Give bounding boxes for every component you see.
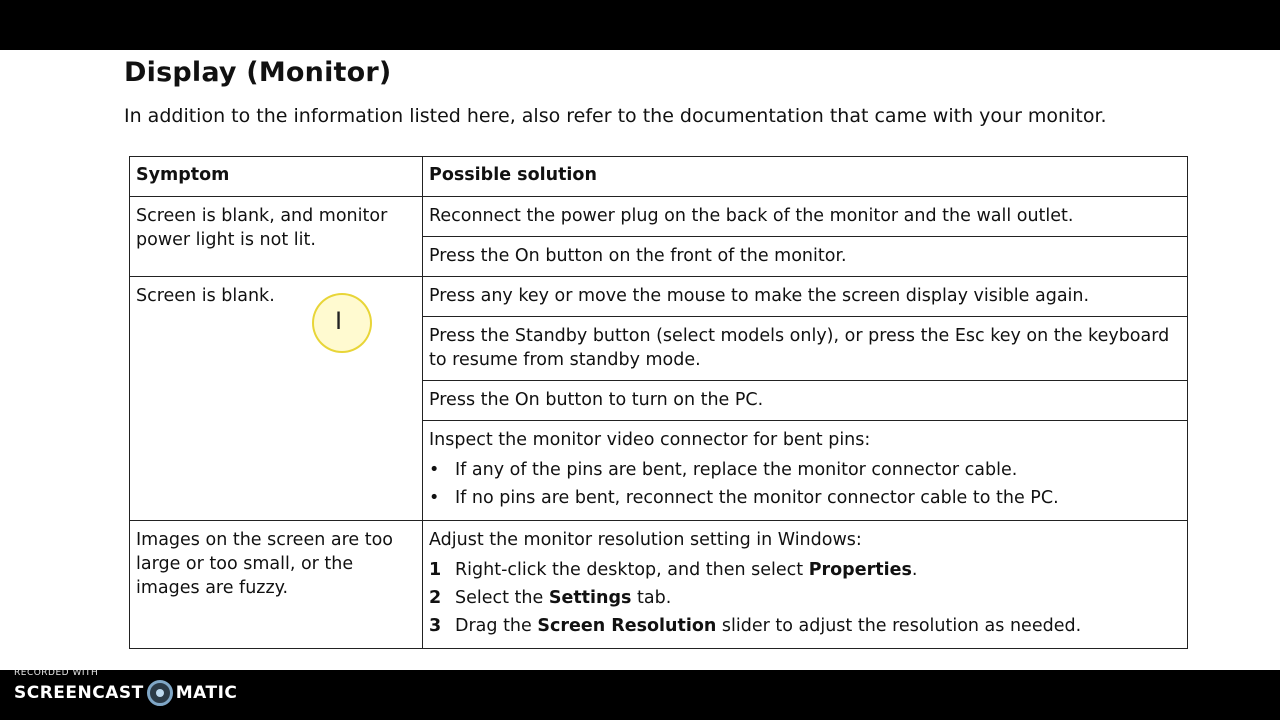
- list-item: [429, 612, 1181, 640]
- table-row: [130, 521, 1188, 649]
- step-text: Right-click the desktop, and then select Properties.: [455, 560, 918, 580]
- ui-term: Settings: [548, 588, 632, 608]
- step-text: Drag the Screen Resolution slider to adjust the resolution as needed.: [455, 616, 1082, 636]
- steps-list: [429, 556, 1181, 640]
- step-text: Select the Settings tab.: [455, 588, 672, 608]
- list-item: [429, 556, 1181, 584]
- watermark-logo: [14, 680, 237, 706]
- watermark-right: MATIC: [175, 683, 238, 703]
- document-page: [0, 50, 1280, 703]
- solution-cell: Press the On button on the front of the monitor.: [423, 237, 1188, 277]
- table-row: [130, 197, 1188, 237]
- list-item: [429, 484, 1181, 512]
- page-title: Display (Monitor): [124, 57, 392, 88]
- table-row: [130, 277, 1188, 317]
- solution-cell: [423, 521, 1188, 649]
- step-number: 1: [429, 560, 442, 580]
- steps-lead: Adjust the monitor resolution setting in Windows:: [429, 530, 862, 550]
- solution-cell: Press any key or move the mouse to make the screen display visible again.: [423, 277, 1188, 317]
- symptom-cell: Screen is blank.: [130, 277, 423, 521]
- bullet-icon: •: [429, 488, 440, 508]
- step-number: 2: [429, 588, 442, 608]
- troubleshooting-table: [129, 156, 1188, 649]
- watermark-left: SCREENCAST: [14, 683, 144, 703]
- step-number: 3: [429, 616, 442, 636]
- bullet-icon: •: [429, 460, 440, 480]
- solution-cell: Press the Standby button (select models only), or press the Esc key on the keyboard to resume from standby mode.: [423, 317, 1188, 381]
- bullet-list: [429, 456, 1181, 512]
- ui-term: Properties: [808, 560, 912, 580]
- screencast-watermark: [14, 668, 237, 706]
- watermark-caption: RECORDED WITH: [14, 668, 99, 678]
- bullet-text: If no pins are bent, reconnect the monitor connector cable to the PC.: [455, 488, 1059, 508]
- symptom-cell: Images on the screen are too large or too small, or the images are fuzzy.: [130, 521, 423, 649]
- table-header-row: [130, 157, 1188, 197]
- solution-cell: Reconnect the power plug on the back of the monitor and the wall outlet.: [423, 197, 1188, 237]
- bullet-text: If any of the pins are bent, replace the monitor connector cable.: [455, 460, 1018, 480]
- ui-term: Screen Resolution: [537, 616, 717, 636]
- header-symptom: Symptom: [130, 157, 423, 197]
- solution-cell: [423, 421, 1188, 521]
- list-item: [429, 456, 1181, 484]
- intro-text: In addition to the information listed here, also refer to the documentation that came with your monitor.: [124, 105, 1107, 127]
- symptom-cell: Screen is blank, and monitor power light is not lit.: [130, 197, 423, 277]
- header-solution: Possible solution: [423, 157, 1188, 197]
- text-cursor-icon: I: [335, 307, 343, 335]
- inspect-lead: Inspect the monitor video connector for bent pins:: [429, 430, 871, 450]
- list-item: [429, 584, 1181, 612]
- screencast-logo-icon: [147, 680, 173, 706]
- solution-cell: Press the On button to turn on the PC.: [423, 381, 1188, 421]
